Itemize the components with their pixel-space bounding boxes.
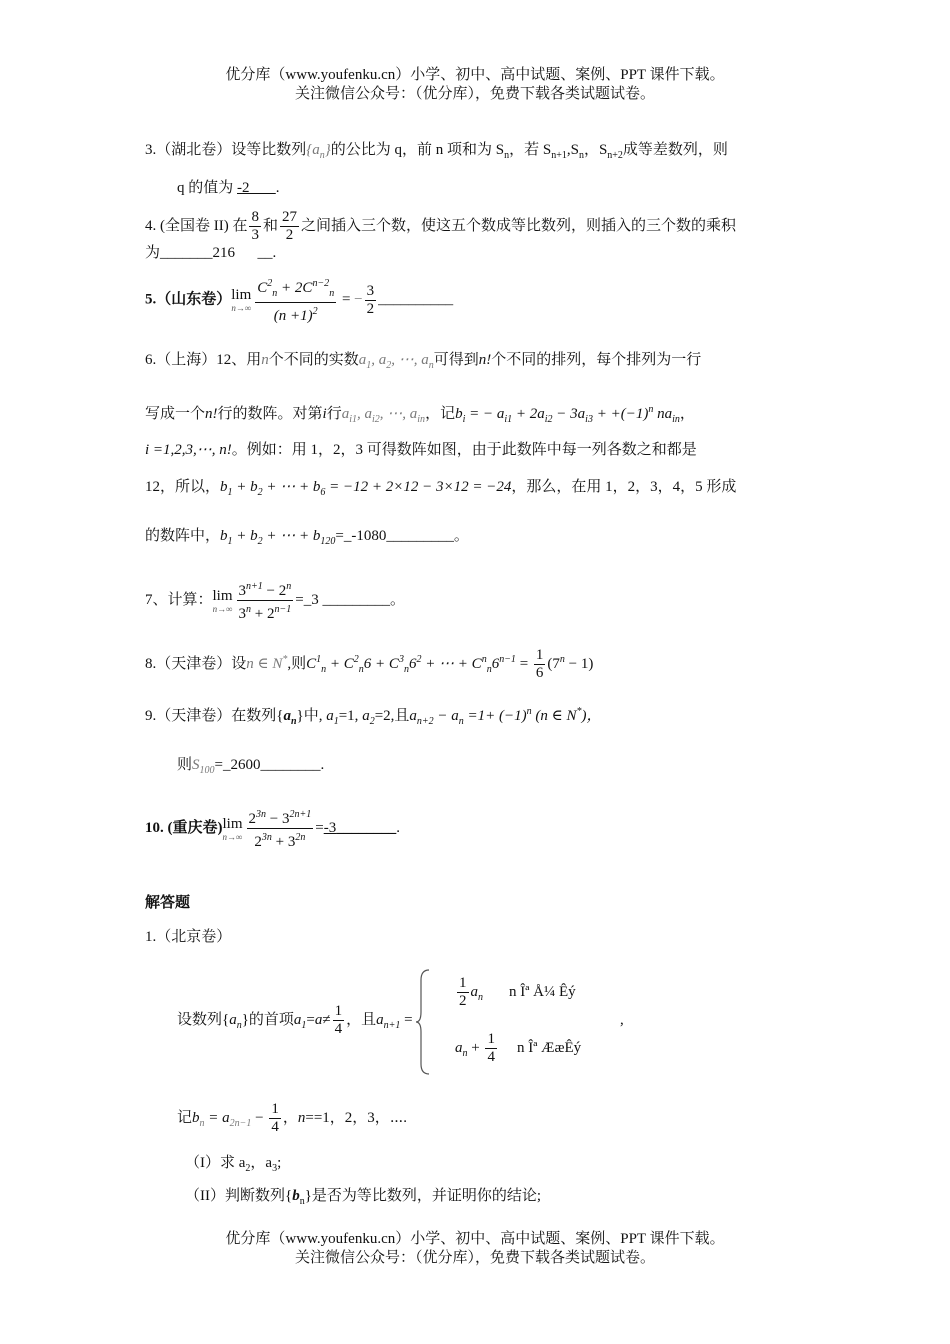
section-heading: 解答题 — [145, 895, 191, 911]
problem-1-line-2: 记$b_n = a_{2n-1}$ − $\frac{1}{4}$ ，n==1，2，3，⋯. — [177, 1101, 408, 1136]
footer-line-2: 关注微信公众号：（优分库），免费下载各类试题试卷。 — [294, 1250, 655, 1266]
question-5: 5.（山东卷） lim n→∞ $\frac{C^2_n + 2C^{n-2}_n}{(n +1)^2}$ = − $\frac{3}{2}$ __________ — [145, 275, 453, 325]
question-6-line-3: i =1,2,3,⋯, n!。例如：用 1，2，3 可得数阵如图，由于此数阵中每一列各数之和都是 — [145, 442, 697, 458]
piecewise-case-odd: $a_n$ + $\frac{1}{4}$ n Îª ÆæÊý — [455, 1031, 582, 1066]
question-9-line-1: 9.（天津卷）在数列$\{a_n\}$中, $a_1=1$, $a_2=2$,且$a_{n+2} - a_n =1+ (-1)^n$ (n ∈ N*)， — [145, 706, 602, 727]
answer-6: _-1080 — [343, 528, 387, 544]
fraction-8-3: $\frac{8}{3}$ — [251, 209, 259, 244]
fraction-q10: $\frac{2^{3n} - 3^{2n+1}}{2^{3n} + 3^{2n}}$ — [247, 806, 314, 851]
piecewise-definition — [415, 968, 625, 1076]
fraction-27-2: $\frac{27}{2}$ — [282, 209, 297, 244]
lim-operator: lim n→∞ — [222, 815, 243, 842]
lim-operator: lim n→∞ — [231, 287, 252, 313]
answer-9: _2600 — [222, 757, 261, 773]
footer-line-1: 优分库（www.youfenku.cn）小学、初中、高中试题、案例、PPT 课件下载。 — [225, 1231, 725, 1247]
question-4-line-2: 为_______216 __. — [145, 245, 277, 261]
question-3-line-2: q 的值为 -2 . — [177, 180, 280, 196]
piecewise-case-even: $\frac{1}{2}$ $a_n$ n Îª Å¼ Êý — [459, 975, 576, 1010]
answer-7: _3 — [303, 592, 319, 608]
question-9-line-2: 则$S_{100}=\_2600\_\_\_\_\_\_\_\_$. — [177, 757, 325, 776]
question-6-line-1: 6.（上海）12、用n个不同的实数$a_1$, $a_2$, ⋯, $a_n$可得到n!个不同的排列，每个排列为一行 — [145, 352, 702, 371]
question-3-line-1: 3.（湖北卷）设等比数列$\{a_n\}$的公比为 q，前 n 项和为 $S_n$，若 $S_{n+1},S_n$，$S_{n+2}$成等差数列，则 — [145, 142, 728, 161]
answer-8: $\frac{1}{6}$ — [535, 647, 544, 682]
answer-10: -3________ — [323, 820, 397, 836]
header-line-1: 优分库（www.youfenku.cn）小学、初中、高中试题、案例、PPT 课件下载。 — [225, 67, 725, 83]
fraction-q7: $\frac{3^{n+1} - 2^n}{3^n + 2^{n-1}}$ — [237, 578, 294, 623]
question-10: 10. (重庆卷) lim n→∞ $\frac{2^{3n} - 3^{2n+1}}{2^{3n} + 3^{2n}}$ =-3________. — [145, 805, 400, 851]
page-header — [0, 66, 950, 104]
problem-1-line-1: 设数列$\{a_n\}$的首项$a_1=a\ne$ $\frac{1}{4}$ ，且$a_{n+1}$ = — [177, 1003, 413, 1038]
question-7: 7、计算： lim n→∞ $\frac{3^{n+1} - 2^n}{3^n + 2^{n-1}}$ =_3 _________。 — [145, 578, 405, 623]
left-brace-icon — [415, 968, 431, 1076]
question-6-line-4: 12，所以，$b_1 + b_2$ + ⋯ + $b_6 = -12 + 2\times 12 - 3\times 12 = -24$，那么，在用 1，2，3，4，5 形成 — [145, 479, 737, 498]
lim-operator: lim n→∞ — [212, 587, 233, 614]
problem-1-part-2: （II）判断数列$\{b_n\}$是否为等比数列，并证明你的结论; — [185, 1188, 542, 1207]
question-6-line-5: 的数阵中，$b_1 + b_2$ + ⋯ + $b_{120}=\_-1080\_\_\_\_\_\_\_\_\_$。 — [145, 528, 469, 547]
page-footer — [0, 1230, 950, 1268]
question-8: 8.（天津卷）设n ∈ N*,则$C^1_n + C^2_n6 + C^3_n6^2$ + ⋯ + $C^n_n6^{n-1}$ = $\frac{1}{6}$ $(7^n - 1)$ — [145, 647, 594, 682]
fraction-binomial: $\frac{C^2_n + 2C^{n-2}_n}{(n +1)^2}$ — [255, 275, 336, 325]
answer-4: 216 — [212, 245, 236, 261]
problem-1-part-1: （I）求 $a_2$，$a_3$; — [185, 1155, 282, 1174]
header-line-2: 关注微信公众号：（优分库），免费下载各类试题试卷。 — [294, 86, 655, 102]
answer-3: -2 — [237, 180, 250, 196]
question-6-line-2: 写成一个n!行的数阵。对第i行$a_{i1}$, $a_{i2}$, ⋯, $a_{in}$，记$b_i$ = − $a_{i1} + 2a_{i2} - 3a_{i3} + +(-1)^n$ $na_{in}$， — [145, 404, 695, 425]
piecewise-comma: , — [620, 1012, 624, 1028]
question-4-line-1: 4. (全国卷 II) 在 $\frac{8}{3}$ 和 $\frac{27}{2}$ 之间插入三个数，使这五个数成等比数列，则插入的三个数的乘积 — [145, 209, 737, 244]
problem-1-label: 1.（北京卷） — [145, 929, 232, 945]
answer-5: $\frac{3}{2}$ — [366, 282, 375, 317]
